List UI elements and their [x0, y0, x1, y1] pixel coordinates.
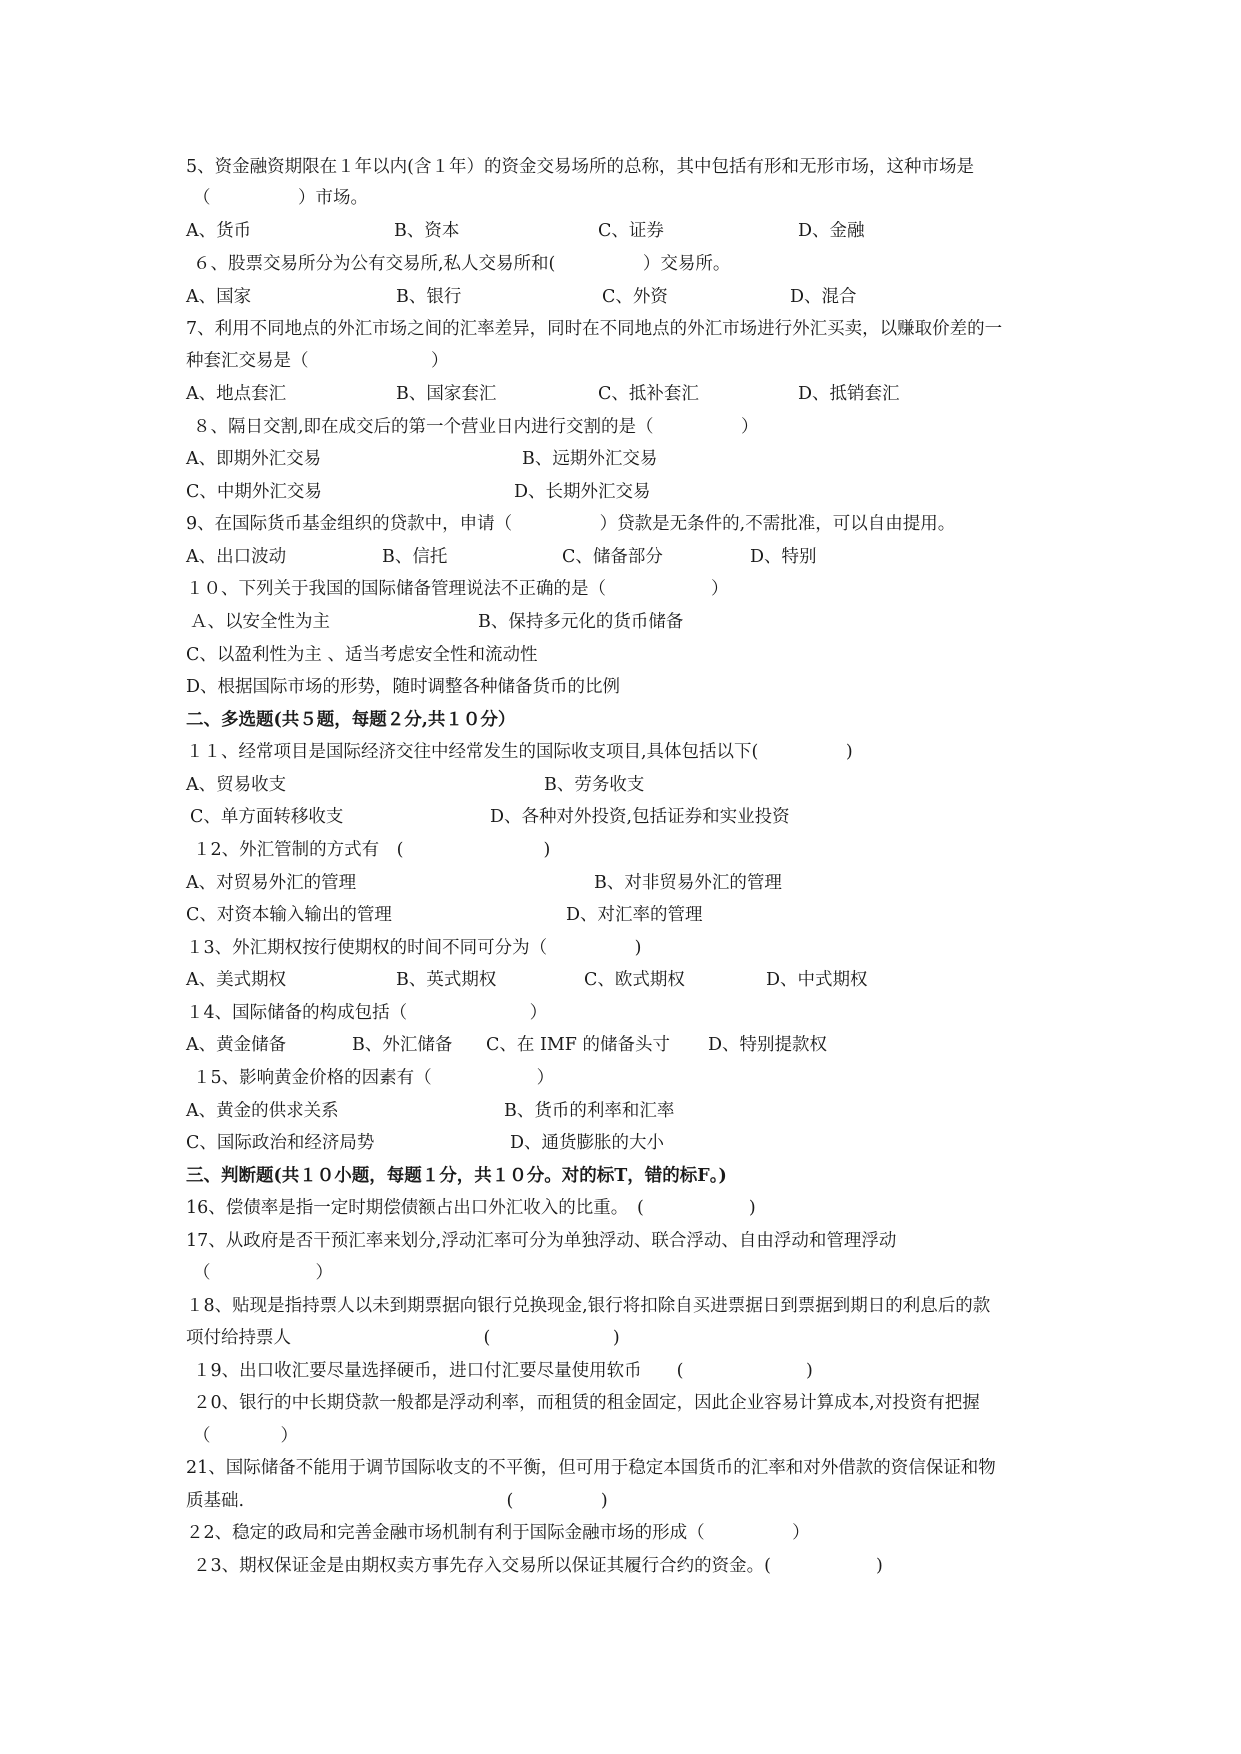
option-a: A、对贸易外汇的管理: [186, 873, 357, 893]
line-text: １8、贴现是指持票人以未到期票据向银行兑换现金,银行将扣除自买进票据日到票据到期日的利息后的款: [186, 1296, 991, 1316]
option-a: A、地点套汇: [186, 384, 287, 404]
line-text: ２0、银行的中长期贷款一般都是浮动利率，而租赁的租金固定，因此企业容易计算成本,对投资有把握: [193, 1393, 980, 1413]
line-text: 7、利用不同地点的外汇市场之间的汇率差异，同时在不同地点的外汇市场进行外汇买卖，以赚取价差的一: [186, 319, 1003, 339]
line-text: 21、国际储备不能用于调节国际收支的不平衡，但可用于稳定本国货币的汇率和对外借款的资信保证和物: [186, 1458, 996, 1478]
option-a: A、贸易收支: [186, 775, 287, 795]
line-text: １０、下列关于我国的国际储备管理说法不正确的是（ ）: [186, 579, 729, 599]
option-b: B、资本: [394, 221, 460, 241]
option-b: B、银行: [396, 287, 462, 307]
option-d: D、各种对外投资,包括证券和实业投资: [490, 807, 790, 827]
option-b: B、对非贸易外汇的管理: [594, 873, 782, 893]
line-text: １2、外汇管制的方式有 ( ): [193, 840, 551, 860]
option-c: C、国际政治和经济局势: [186, 1133, 375, 1153]
option-c: C、抵补套汇: [598, 384, 699, 404]
option-a: Ａ、以安全性为主: [190, 612, 330, 632]
line-text: （ ）: [193, 1263, 333, 1283]
option-b: B、外汇储备: [352, 1035, 453, 1055]
line-text: ８、隔日交割,即在成交后的第一个营业日内进行交割的是（ ）: [193, 417, 759, 437]
option-d: D、特别: [750, 547, 817, 567]
line-text: D、根据国际市场的形势，随时调整各种储备货币的比例: [186, 677, 621, 697]
option-a: A、黄金的供求关系: [186, 1101, 339, 1121]
option-c: C、证券: [598, 221, 664, 241]
option-c: C、外资: [602, 287, 668, 307]
option-d: D、中式期权: [766, 970, 868, 990]
option-a: A、国家: [186, 287, 252, 307]
option-b: B、英式期权: [396, 970, 497, 990]
line-text: 17、从政府是否干预汇率来划分,浮动汇率可分为单独浮动、联合浮动、自由浮动和管理浮动: [186, 1231, 897, 1251]
option-a: A、货币: [186, 221, 252, 241]
option-d: D、对汇率的管理: [566, 905, 703, 925]
line-text: １5、影响黄金价格的因素有（ ）: [193, 1068, 555, 1088]
option-b: B、国家套汇: [396, 384, 497, 404]
option-b: B、信托: [382, 547, 448, 567]
option-d: D、长期外汇交易: [514, 482, 651, 502]
section-heading-text: 二、多选题(共５题，每题２分,共１０分）: [186, 710, 516, 730]
line-text: ２3、期权保证金是由期权卖方事先存入交易所以保证其履行合约的资金。( ): [193, 1556, 883, 1576]
line-text: C、以盈利性为主 、适当考虑安全性和流动性: [186, 645, 538, 665]
option-c: C、储备部分: [562, 547, 663, 567]
option-c: C、在 IMF 的储备头寸: [486, 1035, 670, 1055]
option-b: B、劳务收支: [544, 775, 645, 795]
line-text: 种套汇交易是（ ）: [186, 351, 449, 371]
option-c: C、欧式期权: [584, 970, 685, 990]
section-heading-text: 三、判断题(共１０小题，每题１分，共１０分。对的标T，错的标F。): [186, 1166, 727, 1186]
option-b: B、保持多元化的货币储备: [478, 612, 684, 632]
option-d: D、混合: [790, 287, 857, 307]
option-a: A、出口波动: [186, 547, 287, 567]
line-text: １3、外汇期权按行使期权的时间不同可分为（ ): [186, 938, 642, 958]
option-a: A、黄金储备: [186, 1035, 287, 1055]
line-text: 质基础. ( ): [186, 1491, 608, 1511]
line-text: ６、股票交易所分为公有交易所,私人交易所和( ）交易所。: [193, 254, 731, 274]
line-text: 9、在国际货币基金组织的贷款中，申请（ ）贷款是无条件的,不需批准，可以自由提用。: [186, 514, 956, 534]
line-text: １4、国际储备的构成包括（ ）: [186, 1003, 548, 1023]
option-c: C、对资本输入输出的管理: [186, 905, 392, 925]
option-d: D、抵销套汇: [798, 384, 900, 404]
line-text: 16、偿债率是指一定时期偿债额占出口外汇收入的比重。 ( ): [186, 1198, 756, 1218]
option-b: B、货币的利率和汇率: [504, 1101, 675, 1121]
option-c: C、中期外汇交易: [186, 482, 322, 502]
option-d: D、通货膨胀的大小: [510, 1133, 665, 1153]
line-text: １１、经常项目是国际经济交往中经常发生的国际收支项目,具体包括以下( ): [186, 742, 853, 762]
line-text: 5、资金融资期限在１年以内(含１年）的资金交易场所的总称，其中包括有形和无形市场，这种市场是: [186, 157, 974, 177]
option-d: D、特别提款权: [708, 1035, 828, 1055]
option-c: C、单方面转移收支: [190, 807, 344, 827]
option-a: A、美式期权: [186, 970, 287, 990]
option-a: A、即期外汇交易: [186, 449, 322, 469]
option-d: D、金融: [798, 221, 865, 241]
line-text: ２2、稳定的政局和完善金融市场机制有利于国际金融市场的形成（ ）: [186, 1523, 810, 1543]
line-text: （ ）: [193, 1426, 298, 1446]
line-text: （ ）市场。: [193, 188, 368, 208]
line-text: １9、出口收汇要尽量选择硬币，进口付汇要尽量使用软币 ( ): [193, 1361, 813, 1381]
line-text: 项付给持票人 ( ): [186, 1328, 620, 1348]
option-b: B、远期外汇交易: [522, 449, 658, 469]
